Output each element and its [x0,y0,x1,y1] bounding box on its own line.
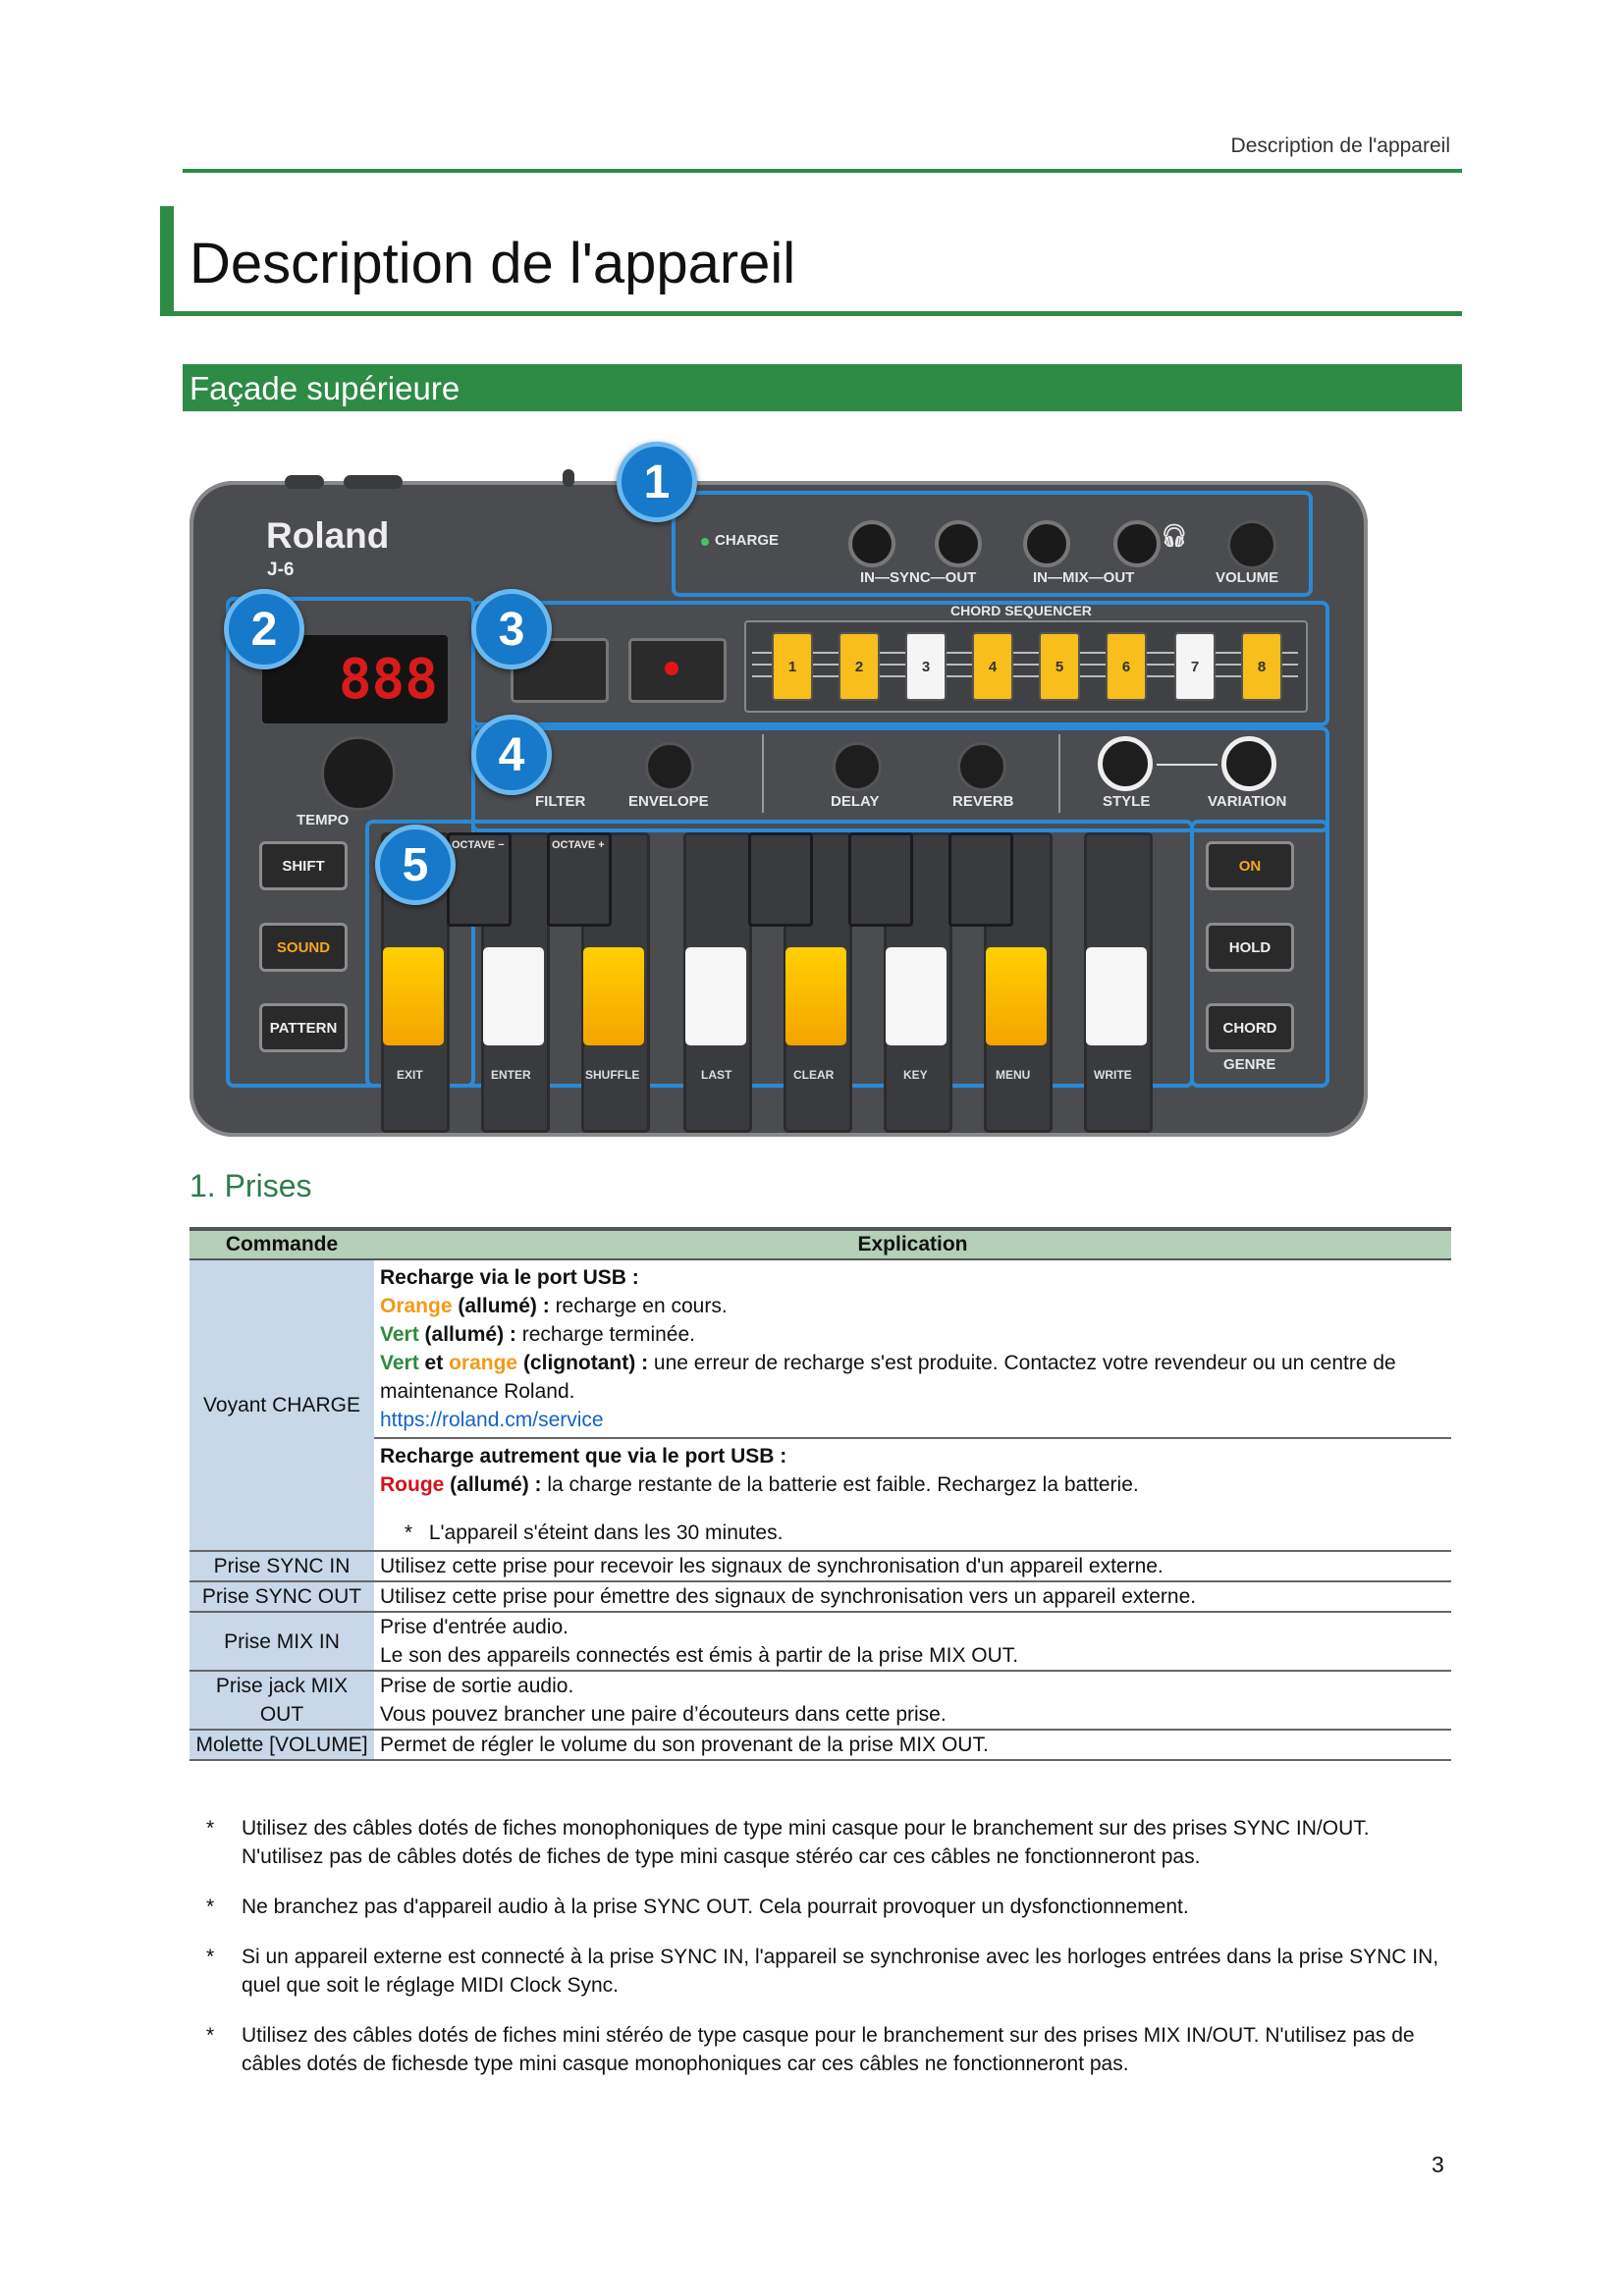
pad-5 [785,947,846,1045]
chord-button: CHORD [1206,1003,1294,1052]
top-connector [344,475,403,489]
pad-2 [483,947,544,1045]
roland-logo: Roland [266,515,390,556]
seq-key: 2 [839,632,880,701]
seq-key: 1 [772,632,813,701]
pad-label: MENU [996,1068,1031,1082]
pad-3 [583,947,644,1045]
seq-key: 5 [1039,632,1080,701]
note-item: * Utilisez des câbles dotés de fiches mini stéréo de type casque pour le branchement sur des prises MIX IN/OUT. N'utilisez pas de câbles dotés de fichesde type mini casque monophoniques car ces câbles ne fonctionneront pas. [206,2024,1415,2075]
col-header-explication: Explication [374,1229,1451,1259]
variation-label: VARIATION [1208,793,1287,810]
on-button: ON [1206,841,1294,890]
charge-nousb-cell: Recharge autrement que via le port USB : Rouge (allumé) : la charge restante de la batterie est faible. Rechargez la batterie. * L'appareil s'éteint dans les 30 minutes. [374,1438,1451,1551]
row-value: Utilisez cette prise pour recevoir les signaux de synchronisation d'un appareil externe. [374,1551,1451,1581]
pad-label: KEY [903,1068,928,1082]
chord-sequencer-strip [744,620,1308,713]
row-value: Utilisez cette prise pour émettre des signaux de synchronisation vers un appareil externe. [374,1581,1451,1612]
envelope-label: ENVELOPE [628,793,709,810]
delay-knob [833,742,882,791]
style-knob [1098,736,1153,791]
reverb-label: REVERB [952,793,1014,810]
pad-label: SHUFFLE [585,1068,640,1082]
sync-in-jack [848,520,895,567]
sync-out-jack [935,520,982,567]
pad-label: WRITE [1094,1068,1132,1082]
header-rule [183,169,1462,173]
pad-7 [986,947,1047,1045]
pad-4 [685,947,746,1045]
seq-key: 7 [1174,632,1216,701]
subsection-title: 1. Prises [189,1168,312,1203]
top-switch [563,469,574,487]
note-item: * Si un appareil externe est connecté à la prise SYNC IN, l'appareil se synchronise avec les horloges entrées dans la prise SYNC IN, quel que soit le réglage MIDI Clock Sync. [206,1946,1439,1997]
running-header: Description de l'appareil [1230,134,1450,157]
filter-label: FILTER [535,793,586,810]
pad-label: ENTER [491,1068,531,1082]
note-item: * Ne branchez pas d'appareil audio à la prise SYNC OUT. Cela pourrait provoquer un dysfonctionnement. [206,1896,1189,1918]
volume-label: VOLUME [1216,569,1279,586]
seq-key: 8 [1241,632,1282,701]
charge-led [701,538,709,546]
sound-button: SOUND [259,923,348,972]
section-title: Façade supérieure [189,370,460,406]
seq-key: 3 [905,632,947,701]
notes-list [206,1814,1448,2100]
col-header-commande: Commande [189,1229,374,1259]
pad-label: CLEAR [793,1068,835,1082]
panel-effects [471,726,1329,832]
badge-1: 1 [617,442,697,522]
style-label: STYLE [1103,793,1151,810]
badge-4: 4 [471,715,552,795]
row-key: Prise SYNC OUT [189,1581,374,1612]
hold-button: HOLD [1206,923,1294,972]
tempo-label: TEMPO [297,812,350,828]
chord-sequencer-label: CHORD SEQUENCER [950,603,1092,618]
record-icon [665,662,678,675]
row-value: Permet de régler le volume du son provenant de la prise MIX OUT. [374,1730,1451,1760]
top-connector [285,475,324,489]
service-link[interactable]: https://roland.cm/service [380,1409,604,1431]
jacks-table [189,1227,1451,1761]
pad-label: EXIT [397,1068,423,1082]
octave-minus-label: OCTAVE − [452,839,505,851]
title-rule [160,311,1462,316]
pad-8 [1086,947,1147,1045]
note-item: * Utilisez des câbles dotés de fiches monophoniques de type mini casque pour le branchement sur des prises SYNC IN/OUT. N'utilisez pas de câbles dotés de fiches de type mini casque stéréo car ces câbles ne fonctionneront pas. [206,1817,1370,1868]
row-key: Prise MIX IN [189,1612,374,1671]
row-value: Prise d'entrée audio. Le son des appareils connectés est émis à partir de la prise MIX OUT. [374,1612,1451,1671]
variation-knob [1221,736,1276,791]
sync-label: IN—SYNC—OUT [860,569,977,586]
mix-out-jack [1113,520,1161,567]
reverb-knob [957,742,1006,791]
model-name: J-6 [267,560,295,580]
volume-knob [1227,520,1276,569]
page-title: Description de l'appareil [189,232,796,295]
row-value: Prise de sortie audio. Vous pouvez brancher une paire d’écouteurs dans cette prise. [374,1671,1451,1730]
shift-button: SHIFT [259,841,348,890]
badge-3: 3 [471,589,552,669]
envelope-knob [645,742,694,791]
delay-label: DELAY [831,793,880,810]
mix-in-jack [1023,520,1070,567]
charge-usb-cell: Recharge via le port USB : Orange (allumé) : recharge en cours. Vert (allumé) : recharge terminée. Vert et orange (clignotant) : une erreur de recharge s'est produite. Contactez votre revendeur ou un centre de maintenance Roland. https://roland.cm/service [374,1259,1451,1438]
octave-plus-label: OCTAVE + [552,839,605,851]
seq-key: 6 [1106,632,1147,701]
badge-2: 2 [224,589,304,669]
mix-label: IN—MIX—OUT [1033,569,1135,586]
page-number: 3 [1432,2152,1444,2177]
row-key: Prise jack MIX OUT [189,1671,374,1730]
led-display: 888 [262,635,448,723]
badge-5: 5 [375,825,456,905]
headphones-icon: 🎧︎ [1161,523,1188,548]
seq-key: 4 [972,632,1013,701]
row-key: Prise SYNC IN [189,1551,374,1581]
pad-label: LAST [701,1068,732,1082]
pad-1 [383,947,444,1045]
charge-led-cell: Voyant CHARGE [189,1259,374,1551]
row-key: Molette [VOLUME] [189,1730,374,1760]
tempo-knob [321,736,396,811]
charge-label: CHARGE [715,532,780,549]
pad-6 [886,947,947,1045]
title-accent-bar [160,206,174,316]
genre-label: GENRE [1223,1056,1276,1073]
pattern-button: PATTERN [259,1003,348,1052]
